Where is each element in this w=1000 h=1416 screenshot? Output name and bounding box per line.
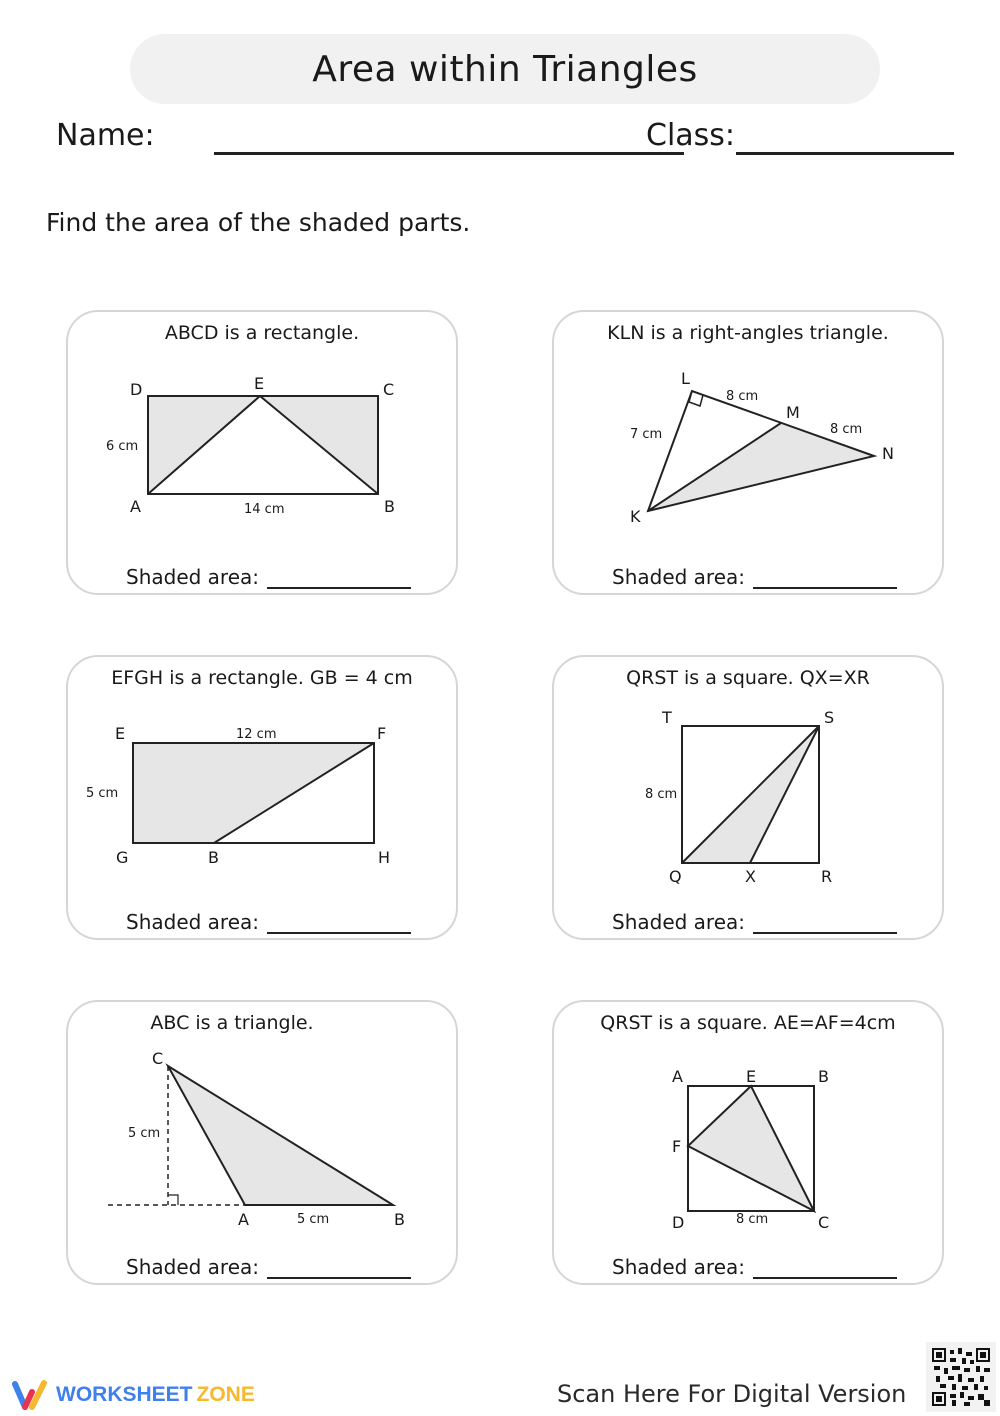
diagram-triangle-abc — [68, 1002, 460, 1287]
instructions: Find the area of the shaded parts. — [46, 208, 471, 237]
problem-title: ABC is a triangle. — [150, 1012, 314, 1034]
point-label-q: Q — [669, 867, 682, 886]
point-label-e: E — [115, 724, 126, 743]
problem-card-2 — [552, 310, 944, 595]
dimension-height: 5 cm — [128, 1126, 161, 1141]
point-label-b: B — [208, 848, 219, 867]
point-label-e: E — [254, 374, 265, 393]
worksheet-title — [130, 34, 880, 104]
diagram-square-qrst — [554, 657, 946, 942]
point-label-g: G — [116, 848, 129, 867]
point-label-a: A — [672, 1067, 683, 1086]
dimension-base: 5 cm — [297, 1212, 330, 1227]
point-label-b: B — [394, 1210, 405, 1229]
dimension-side: 8 cm — [736, 1212, 769, 1227]
answer-label: Shaded area: — [612, 565, 746, 589]
point-label-a: A — [130, 497, 141, 516]
point-label-m: M — [786, 403, 800, 422]
point-label-c: C — [383, 380, 395, 399]
logo-w-icon — [10, 1378, 50, 1412]
diagram-rectangle-abcd — [68, 312, 460, 597]
point-label-k: K — [630, 507, 641, 526]
answer-field[interactable] — [753, 914, 897, 934]
dimension-height: 6 cm — [106, 439, 139, 454]
problem-card-3 — [66, 655, 458, 940]
problem-card-5 — [66, 1000, 458, 1285]
point-label-e: E — [746, 1067, 757, 1086]
answer-field[interactable] — [753, 569, 897, 589]
point-label-b: B — [384, 497, 395, 516]
answer-label: Shaded area: — [126, 1255, 260, 1279]
problem-card-4 — [552, 655, 944, 940]
diagram-triangle-kln — [554, 312, 946, 597]
point-label-c: C — [818, 1213, 830, 1232]
logo-text-zone: ZONE — [196, 1383, 255, 1406]
dimension-side: 8 cm — [645, 787, 678, 802]
name-label: Name: — [56, 118, 155, 153]
point-label-t: T — [662, 708, 672, 727]
diagram-square-abcd — [554, 1002, 946, 1287]
name-class-row — [56, 118, 956, 158]
scan-prompt: Scan Here For Digital Version — [557, 1380, 907, 1408]
point-label-c: C — [152, 1049, 164, 1068]
class-field[interactable] — [736, 152, 954, 155]
problem-title: EFGH is a rectangle. GB = 4 cm — [111, 667, 413, 689]
title-text: Area within Triangles — [312, 48, 698, 90]
point-label-x: X — [745, 867, 756, 886]
dimension-mn: 8 cm — [830, 422, 863, 437]
answer-row — [612, 1249, 897, 1279]
name-field[interactable] — [214, 152, 684, 155]
answer-field[interactable] — [267, 569, 411, 589]
point-label-l: L — [681, 369, 690, 388]
point-label-s: S — [824, 708, 835, 727]
problem-title: KLN is a right-angles triangle. — [607, 322, 889, 344]
class-label: Class: — [646, 118, 736, 153]
dimension-kl: 7 cm — [630, 427, 663, 442]
answer-field[interactable] — [267, 914, 411, 934]
problem-title: QRST is a square. QX=XR — [626, 667, 870, 689]
dimension-height: 5 cm — [86, 786, 119, 801]
answer-label: Shaded area: — [126, 565, 260, 589]
point-label-f: F — [672, 1137, 682, 1156]
answer-field[interactable] — [267, 1259, 411, 1279]
qr-code-icon[interactable] — [926, 1342, 996, 1412]
logo-text-worksheet: WORKSHEET — [56, 1383, 193, 1406]
point-label-f: F — [377, 724, 387, 743]
dimension-lm: 8 cm — [726, 389, 759, 404]
answer-label: Shaded area: — [612, 910, 746, 934]
problem-card-6 — [552, 1000, 944, 1285]
answer-row — [126, 559, 411, 589]
problem-title: ABCD is a rectangle. — [164, 322, 360, 344]
point-label-b: B — [818, 1067, 829, 1086]
problem-card-1 — [66, 310, 458, 595]
point-label-d: D — [672, 1213, 685, 1232]
dimension-width: 12 cm — [236, 727, 277, 742]
answer-field[interactable] — [753, 1259, 897, 1279]
problem-title: QRST is a square. AE=AF=4cm — [600, 1012, 896, 1034]
answer-row — [612, 904, 897, 934]
point-label-d: D — [130, 380, 143, 399]
answer-row — [126, 904, 411, 934]
answer-label: Shaded area: — [126, 910, 260, 934]
answer-row — [126, 1249, 411, 1279]
diagram-rectangle-efgh — [68, 657, 460, 942]
answer-row — [612, 559, 897, 589]
point-label-r: R — [821, 867, 833, 886]
answer-label: Shaded area: — [612, 1255, 746, 1279]
worksheet-zone-logo[interactable] — [10, 1378, 255, 1412]
point-label-h: H — [378, 848, 391, 867]
point-label-a: A — [238, 1210, 249, 1229]
point-label-n: N — [882, 444, 894, 463]
dimension-width: 14 cm — [244, 502, 285, 517]
